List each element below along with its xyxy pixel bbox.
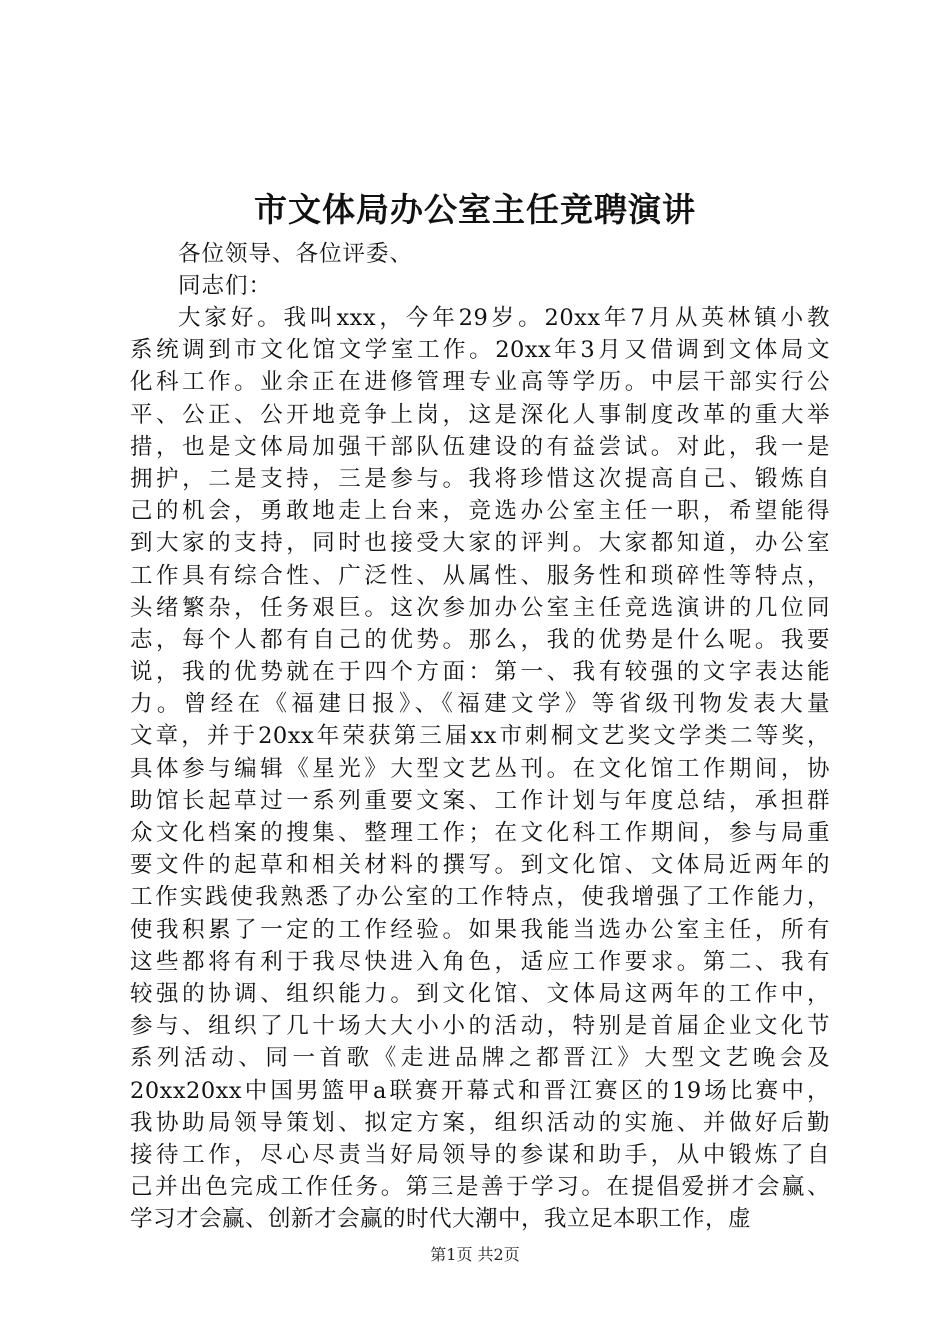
body-line: 工作具有综合性、广泛性、从属性、服务性和琐碎性等特点，	[130, 562, 830, 589]
body-line: 头绪繁杂，任务艰巨。这次参加办公室主任竞选演讲的几位同	[130, 594, 830, 621]
body-line: 己并出色完成工作任务。第三是善于学习。在提倡爱拼才会赢、	[130, 1174, 830, 1201]
body-line: 使我积累了一定的工作经验。如果我能当选办公室主任，所有	[130, 916, 830, 943]
greeting-line: 同志们：	[178, 273, 273, 299]
page-footer: 第1页 共2页	[430, 1245, 520, 1264]
body-line: 志，每个人都有自己的优势。那么，我的优势是什么呢。我要	[130, 626, 830, 653]
body-line: 化科工作。业余正在进修管理专业高等学历。中层干部实行公	[130, 369, 830, 396]
body-line: 己的机会，勇敢地走上台来，竞选办公室主任一职，希望能得	[130, 498, 830, 525]
body-line: 措，也是文体局加强干部队伍建设的有益尝试。对此，我一是	[130, 433, 830, 460]
greeting-line: 各位领导、各位评委、	[178, 241, 414, 267]
body-line: 我协助局领导策划、拟定方案，组织活动的实施、并做好后勤	[130, 1109, 830, 1136]
body-line: 系列活动、同一首歌《走进品牌之都晋江》大型文艺晚会及	[130, 1045, 830, 1072]
body-line: 力。曾经在《福建日报》、《福建文学》等省级刊物发表大量	[130, 691, 830, 718]
body-line: 文章，并于20xx年荣获第三届xx市刺桐文艺奖文学类二等奖，	[130, 723, 830, 750]
body-line: 平、公正、公开地竞争上岗，这是深化人事制度改革的重大举	[130, 401, 830, 428]
body-line: 要文件的起草和相关材料的撰写。到文化馆、文体局近两年的	[130, 852, 830, 879]
body-line: 系统调到市文化馆文学室工作。20xx年3月又借调到文体局文	[130, 337, 830, 364]
body-line: 说，我的优势就在于四个方面：第一、我有较强的文字表达能	[130, 659, 830, 686]
document-title: 市文体局办公室主任竞聘演讲	[254, 190, 696, 229]
body-line: 接待工作，尽心尽责当好局领导的参谋和助手，从中锻炼了自	[130, 1141, 830, 1168]
body-line: 20xx20xx中国男篮甲a联赛开幕式和晋江赛区的19场比赛中，	[130, 1077, 830, 1104]
body-line: 这些都将有利于我尽快进入角色，适应工作要求。第二、我有	[130, 948, 830, 975]
body-line: 到大家的支持，同时也接受大家的评判。大家都知道，办公室	[130, 530, 830, 557]
body-line: 参与、组织了几十场大大小小的活动，特别是首届企业文化节	[130, 1013, 830, 1040]
body-line: 工作实践使我熟悉了办公室的工作特点，使我增强了工作能力，	[130, 884, 830, 911]
body-line: 助馆长起草过一系列重要文案、工作计划与年度总结，承担群	[130, 787, 830, 814]
body-line: 众文化档案的搜集、整理工作；在文化科工作期间，参与局重	[130, 820, 830, 846]
body-line: 较强的协调、组织能力。到文化馆、文体局这两年的工作中，	[130, 980, 830, 1007]
body-line: 学习才会赢、创新才会赢的时代大潮中，我立足本职工作，虚	[130, 1206, 752, 1233]
body-line: 大家好。我叫xxx，今年29岁。20xx年7月从英林镇小教	[178, 305, 830, 331]
speech-body	[130, 302, 830, 1235]
body-line: 具体参与编辑《星光》大型文艺丛刊。在文化馆工作期间，协	[130, 755, 830, 782]
body-line: 拥护，二是支持，三是参与。我将珍惜这次提高自己、锻炼自	[130, 465, 830, 492]
